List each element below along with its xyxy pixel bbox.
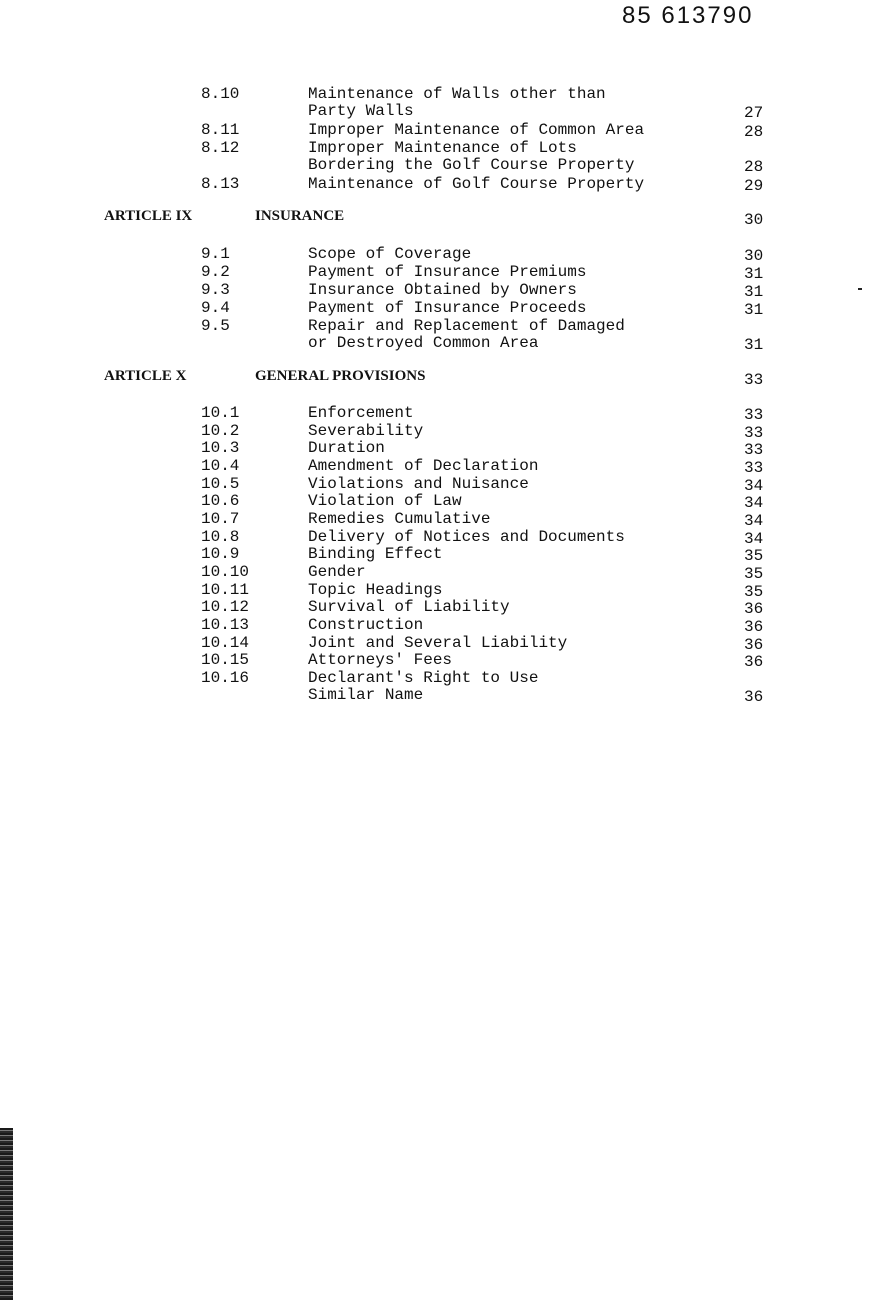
section-number: 9.2 bbox=[201, 263, 230, 281]
section-title: Attorneys' Fees bbox=[308, 651, 453, 669]
section-title: Maintenance of Golf Course Property bbox=[308, 175, 645, 193]
section-title: Improper Maintenance of Lots bbox=[308, 139, 577, 157]
page-number: 30 bbox=[744, 211, 764, 229]
page-number: 34 bbox=[744, 512, 764, 530]
section-title: Violation of Law bbox=[308, 492, 462, 510]
section-title: Payment of Insurance Proceeds bbox=[308, 299, 587, 317]
scan-edge-strip bbox=[0, 1128, 13, 1300]
section-number: 10.10 bbox=[201, 563, 250, 581]
section-title: Joint and Several Liability bbox=[308, 634, 568, 652]
section-number: 10.1 bbox=[201, 404, 240, 422]
section-title: Party Walls bbox=[308, 102, 414, 120]
section-number: 9.3 bbox=[201, 281, 230, 299]
section-number: 10.16 bbox=[201, 669, 250, 687]
section-title: Remedies Cumulative bbox=[308, 510, 491, 528]
section-number: 8.12 bbox=[201, 139, 240, 157]
section-title: Insurance Obtained by Owners bbox=[308, 281, 577, 299]
page-number: 33 bbox=[744, 371, 764, 389]
section-title: Binding Effect bbox=[308, 545, 443, 563]
page-number: 28 bbox=[744, 158, 764, 176]
section-title: Delivery of Notices and Documents bbox=[308, 528, 625, 546]
page-number: 33 bbox=[744, 441, 764, 459]
section-number: 8.13 bbox=[201, 175, 240, 193]
page-number: 36 bbox=[744, 618, 764, 636]
article-title: INSURANCE bbox=[255, 208, 345, 224]
section-number: 8.10 bbox=[201, 85, 240, 103]
section-number: 9.5 bbox=[201, 317, 230, 335]
section-title: Survival of Liability bbox=[308, 598, 510, 616]
page-number: 33 bbox=[744, 424, 764, 442]
scan-speck bbox=[858, 288, 862, 290]
page-number: 33 bbox=[744, 459, 764, 477]
article-number: ARTICLE X bbox=[104, 368, 187, 384]
page-number: 36 bbox=[744, 636, 764, 654]
page-number: 31 bbox=[744, 283, 764, 301]
section-number: 8.11 bbox=[201, 121, 240, 139]
section-number: 10.8 bbox=[201, 528, 240, 546]
section-number: 10.14 bbox=[201, 634, 250, 652]
page-number: 29 bbox=[744, 177, 764, 195]
page-number: 30 bbox=[744, 247, 764, 265]
section-number: 9.4 bbox=[201, 299, 230, 317]
page-number: 36 bbox=[744, 600, 764, 618]
section-number: 10.9 bbox=[201, 545, 240, 563]
page-number: 36 bbox=[744, 688, 764, 706]
page-number: 33 bbox=[744, 406, 764, 424]
section-number: 10.12 bbox=[201, 598, 250, 616]
section-number: 10.4 bbox=[201, 457, 240, 475]
section-title: or Destroyed Common Area bbox=[308, 334, 539, 352]
article-number: ARTICLE IX bbox=[104, 208, 193, 224]
section-title: Construction bbox=[308, 616, 424, 634]
section-number: 10.15 bbox=[201, 651, 250, 669]
section-title: Violations and Nuisance bbox=[308, 475, 529, 493]
section-title: Duration bbox=[308, 439, 385, 457]
section-number: 10.13 bbox=[201, 616, 250, 634]
page-number: 35 bbox=[744, 583, 764, 601]
page-number: 34 bbox=[744, 477, 764, 495]
section-number: 9.1 bbox=[201, 245, 230, 263]
page-number: 31 bbox=[744, 265, 764, 283]
section-title: Amendment of Declaration bbox=[308, 457, 539, 475]
document-number: 85 613790 bbox=[622, 2, 754, 29]
section-title: Bordering the Golf Course Property bbox=[308, 156, 635, 174]
section-title: Similar Name bbox=[308, 686, 424, 704]
section-number: 10.7 bbox=[201, 510, 240, 528]
page-number: 31 bbox=[744, 301, 764, 319]
page-number: 35 bbox=[744, 565, 764, 583]
page-number: 35 bbox=[744, 547, 764, 565]
section-number: 10.11 bbox=[201, 581, 250, 599]
section-title: Maintenance of Walls other than bbox=[308, 85, 606, 103]
page-number: 31 bbox=[744, 336, 764, 354]
page-number: 34 bbox=[744, 494, 764, 512]
section-number: 10.2 bbox=[201, 422, 240, 440]
section-title: Gender bbox=[308, 563, 366, 581]
section-title: Repair and Replacement of Damaged bbox=[308, 317, 625, 335]
page-number: 34 bbox=[744, 530, 764, 548]
section-title: Severability bbox=[308, 422, 424, 440]
page-number: 27 bbox=[744, 104, 764, 122]
section-title: Improper Maintenance of Common Area bbox=[308, 121, 645, 139]
section-title: Payment of Insurance Premiums bbox=[308, 263, 587, 281]
section-number: 10.6 bbox=[201, 492, 240, 510]
section-number: 10.5 bbox=[201, 475, 240, 493]
section-title: Enforcement bbox=[308, 404, 414, 422]
section-title: Declarant's Right to Use bbox=[308, 669, 539, 687]
section-number: 10.3 bbox=[201, 439, 240, 457]
section-title: Topic Headings bbox=[308, 581, 443, 599]
article-title: GENERAL PROVISIONS bbox=[255, 368, 426, 384]
page-number: 36 bbox=[744, 653, 764, 671]
section-title: Scope of Coverage bbox=[308, 245, 472, 263]
page-number: 28 bbox=[744, 123, 764, 141]
